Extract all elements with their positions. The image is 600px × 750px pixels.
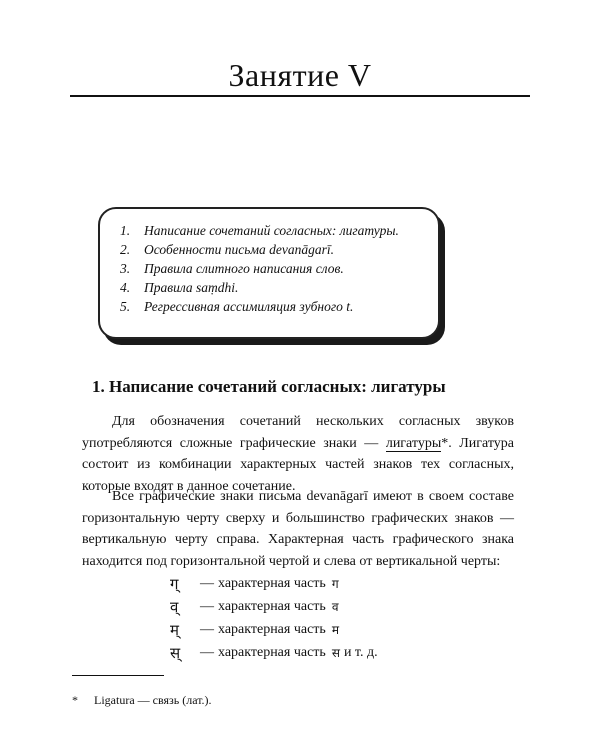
ligature-examples: [170, 572, 510, 664]
lesson-contents-box: [98, 207, 440, 339]
footnote-divider: [72, 675, 164, 676]
consonant-half-form: म्: [170, 620, 179, 639]
ligature-example-row: [170, 572, 510, 595]
paragraph-text: *. Лигатура состоит из комбинации характерных частей знаков тех согласных, которые входят в данное сочетание.: [82, 435, 514, 494]
contents-item-text: Написание сочетаний согласных: лигатуры.: [144, 223, 399, 238]
paragraph-text: Для обозначения сочетаний нескольких согласных звуков употребляются сложные графические знаки —: [82, 414, 514, 451]
ligature-dash: —: [200, 598, 214, 614]
contents-item-number: 1.: [120, 223, 131, 238]
ligature-example-row: [170, 641, 510, 664]
contents-item: [120, 278, 438, 297]
contents-item-number: 3.: [120, 261, 131, 276]
consonant-half-form: स्: [170, 643, 181, 662]
consonant-full-form: व: [331, 600, 339, 614]
contents-item-number: 4.: [120, 280, 131, 295]
contents-item: [120, 221, 438, 240]
consonant-full-form: म: [331, 623, 339, 637]
ligature-dash: —: [200, 621, 214, 637]
paragraph-text: Все графические знаки письма devanāgarī имеют в своем составе горизонтальную черту сверху и большинство графических знаков — вертикальную черту справа. Характерная часть графического знака находится под горизонтальной чертой и слева от вертикальной черты:: [82, 489, 514, 569]
consonant-full-form: स: [331, 646, 340, 660]
contents-item-text: Регрессивная ассимиляция зубного t.: [144, 299, 354, 314]
ligature-label: характерная часть: [218, 644, 326, 660]
ligature-suffix: и т. д.: [343, 644, 378, 660]
footnote-text: Ligatura — связь (лат.).: [94, 693, 212, 707]
contents-item-text: Особенности письма devanāgarī.: [144, 242, 335, 257]
ligature-label: характерная часть: [218, 598, 326, 614]
paragraph-ligature-definition: [82, 411, 514, 497]
contents-item: [120, 297, 438, 316]
footnote: [72, 693, 212, 708]
ligature-label: характерная часть: [218, 575, 326, 591]
paragraph-devanagari-features: [82, 486, 514, 572]
contents-item-number: 2.: [120, 242, 131, 257]
ligature-dash: —: [200, 575, 214, 591]
term-ligatures: лигатуры: [385, 435, 442, 451]
contents-item-text: Правила слитного написания слов.: [144, 261, 344, 276]
ligature-example-row: [170, 618, 510, 641]
contents-item-number: 5.: [120, 299, 131, 314]
footnote-mark: *: [72, 693, 78, 707]
consonant-half-form: व्: [170, 597, 179, 616]
contents-item: [120, 240, 438, 259]
contents-item-text: Правила saṃdhi.: [144, 280, 239, 295]
lesson-contents-list: [100, 209, 438, 316]
consonant-full-form: ग: [331, 577, 339, 591]
ligature-example-row: [170, 595, 510, 618]
page-title: Занятие V: [228, 57, 372, 93]
section-heading: 1. Написание сочетаний согласных: лигатуры: [92, 377, 446, 396]
ligature-dash: —: [200, 644, 214, 660]
contents-item: [120, 259, 438, 278]
ligature-label: характерная часть: [218, 621, 326, 637]
consonant-half-form: ग्: [170, 574, 179, 593]
title-divider: [70, 95, 530, 97]
